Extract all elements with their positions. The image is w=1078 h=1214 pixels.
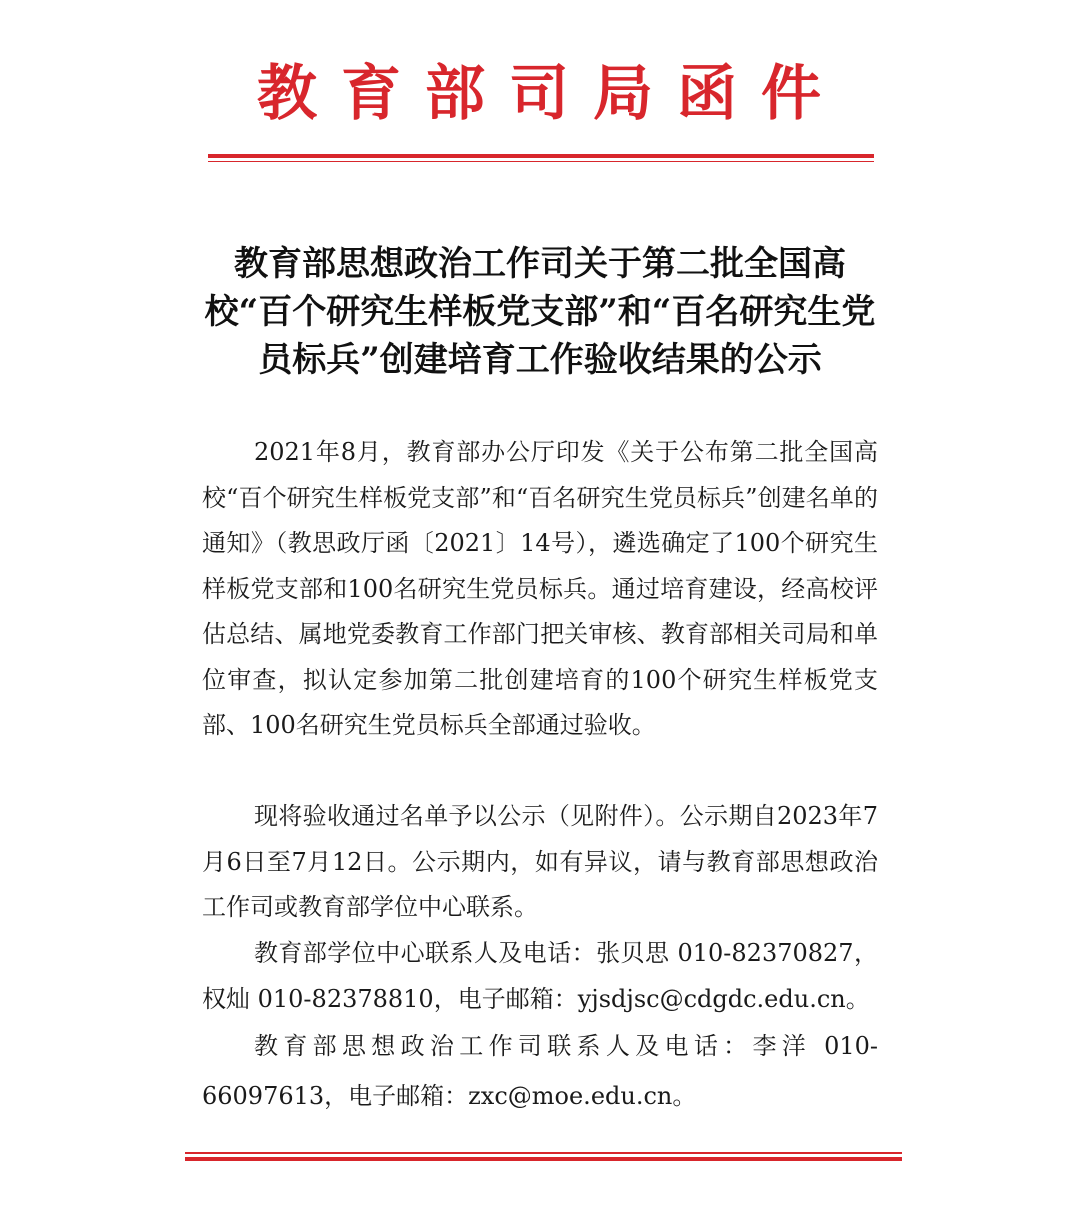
- footer-divider-thin: [185, 1152, 902, 1154]
- letterhead-divider-thick: [208, 154, 874, 158]
- body-paragraph-publicity-period: 现将验收通过名单予以公示（见附件）。公示期自2023年7月6日至7月12日。公示期内，如有异议，请与教育部思想政治工作司或教育部学位中心联系。: [202, 802, 878, 921]
- letterhead-title: 教育部司局函件: [257, 59, 845, 129]
- document-title: 教育部思想政治工作司关于第二批全国高校“百个研究生样板党支部”和“百名研究生党员标兵”创建培育工作验收结果的公示: [204, 244, 876, 380]
- body-paragraph-degree-center-contact: 教育部学位中心联系人及电话：张贝思 010-82370827，权灿 010-82378810，电子邮箱：yjsdjsc@cdgdc.edu.cn。: [202, 939, 878, 1013]
- body-paragraph-announcement: 2021年8月，教育部办公厅印发《关于公布第二批全国高校“百个研究生样板党支部”和“百名研究生党员标兵”创建名单的通知》（教思政厅函〔2021〕14号），遴选确定了100个研究生样板党支部和100名研究生党员标兵。通过培育建设，经高校评估总结、属地党委教育工作部门把关审核、教育部相关司局和单位审查，拟认定参加第二批创建培育的100个研究生样板党支部、100名研究生党员标兵全部通过验收。: [202, 438, 878, 739]
- letterhead-divider-thin: [208, 161, 874, 162]
- footer-divider-thick: [185, 1157, 902, 1161]
- body-paragraph-ideology-dept-contact: 教育部思想政治工作司联系人及电话：李洋 010-66097613，电子邮箱：zxc@moe.edu.cn。: [202, 1032, 878, 1110]
